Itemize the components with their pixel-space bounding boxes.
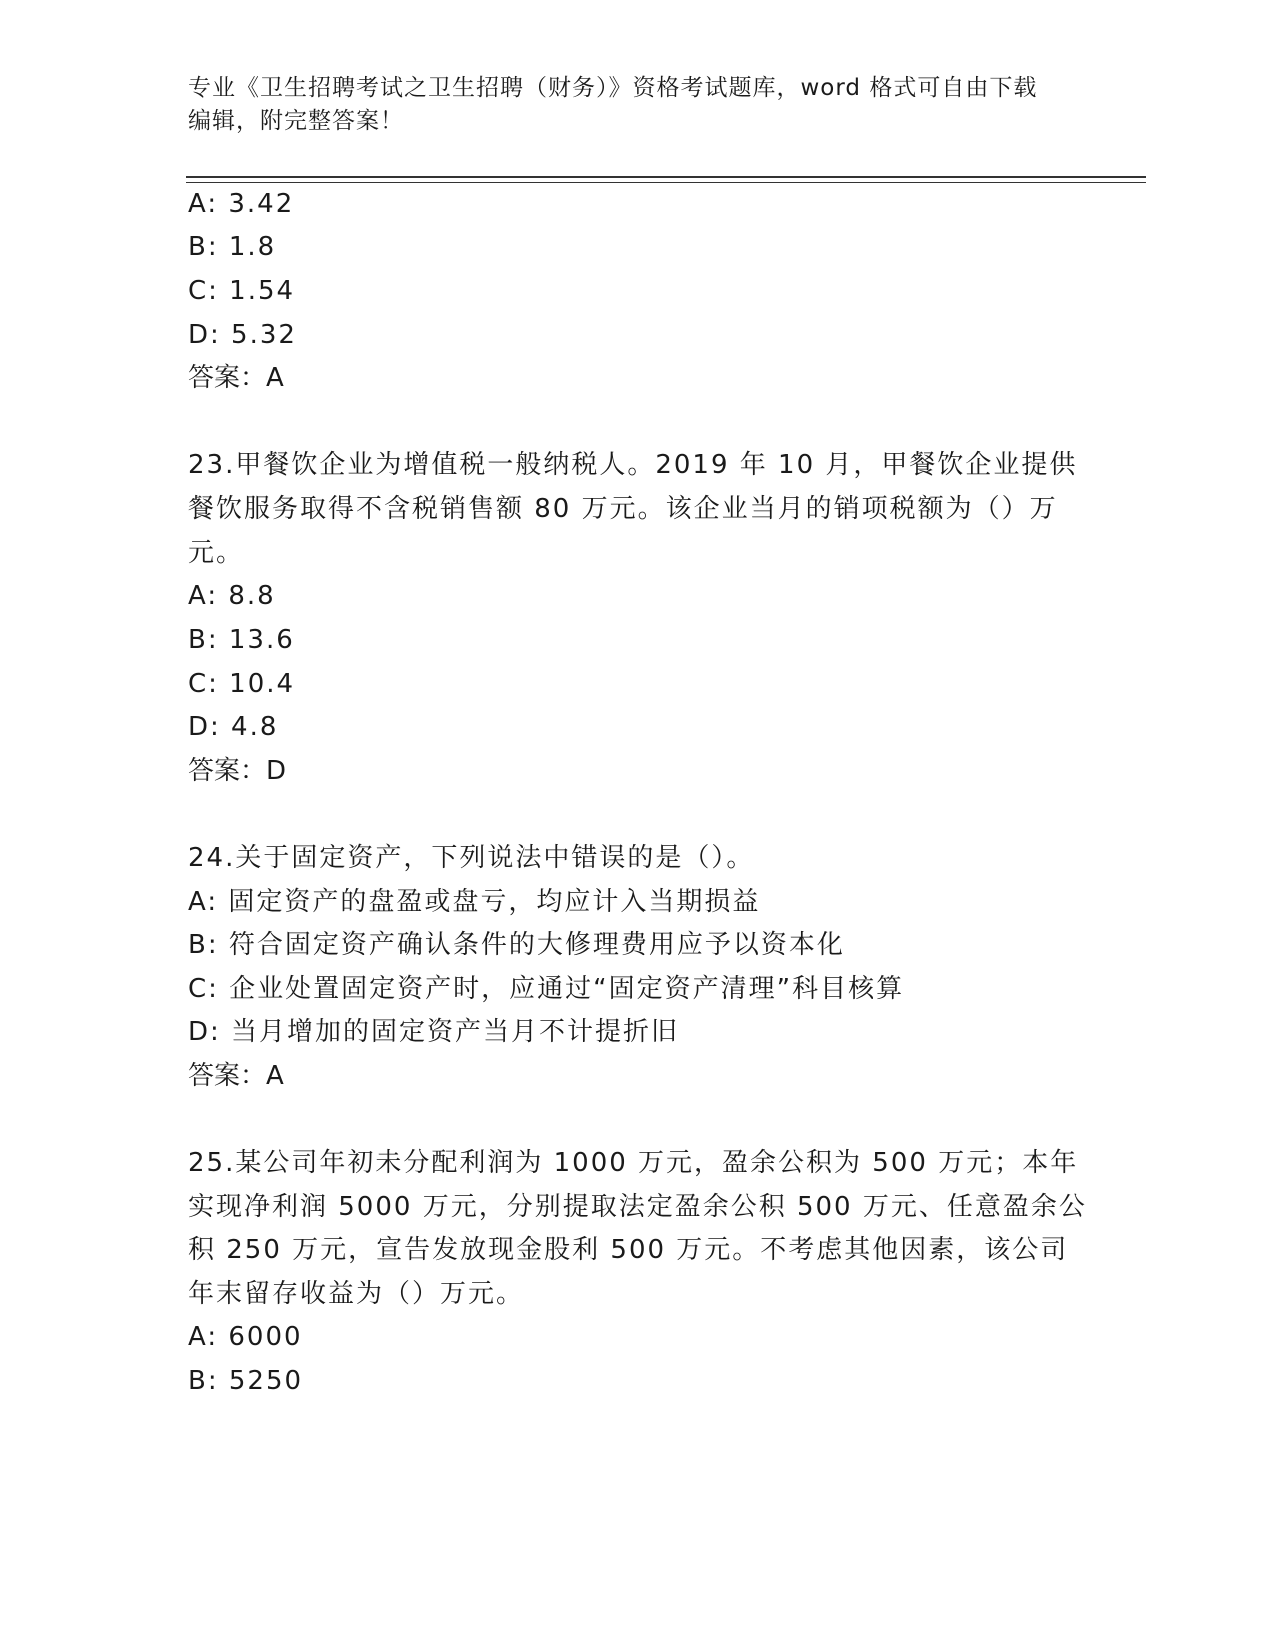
header-rule-thick [186,176,1146,178]
q22-answer: 答案：A [188,363,284,393]
q23-option-d: D: 4.8 [188,712,279,742]
q23-stem-line-3: 元。 [188,538,245,568]
header-rule-thin [186,182,1146,183]
q23-option-b: B: 13.6 [188,625,295,655]
q25-stem-line-3: 积 250 万元，宣告发放现金股利 500 万元。不考虑其他因素，该公司 [188,1235,1069,1265]
header-line-2: 编辑，附完整答案！ [188,108,404,134]
q24-option-d: D: 当月增加的固定资产当月不计提折旧 [188,1017,680,1047]
q24-option-c: C: 企业处置固定资产时，应通过“固定资产清理”科目核算 [188,974,905,1004]
q25-option-a: A: 6000 [188,1322,303,1352]
q25-stem-line-1: 25.某公司年初未分配利润为 1000 万元，盈余公积为 500 万元；本年 [188,1148,1079,1178]
q23-option-c: C: 10.4 [188,669,296,699]
q22-option-d: D: 5.32 [188,320,297,350]
q22-option-c: C: 1.54 [188,276,296,306]
q22-option-b: B: 1.8 [188,232,277,262]
q25-option-b: B: 5250 [188,1366,304,1396]
q23-stem-line-2: 餐饮服务取得不含税销售额 80 万元。该企业当月的销项税额为（）万 [188,494,1058,524]
q23-option-a: A: 8.8 [188,581,276,611]
q24-option-b: B: 符合固定资产确认条件的大修理费用应予以资本化 [188,930,845,960]
header-line-1: 专业《卫生招聘考试之卫生招聘（财务）》资格考试题库，word 格式可自由下载 [188,75,1038,101]
q23-stem-line-1: 23.甲餐饮企业为增值税一般纳税人。2019 年 10 月，甲餐饮企业提供 [188,450,1078,480]
document-header [188,72,1088,138]
q24-answer: 答案：A [188,1061,284,1091]
q24-option-a: A: 固定资产的盘盈或盘亏，均应计入当期损益 [188,887,761,917]
q22-option-a: A: 3.42 [188,189,295,219]
q25-stem-line-4: 年末留存收益为（）万元。 [188,1279,525,1309]
q24-stem-line-1: 24.关于固定资产，下列说法中错误的是（）。 [188,843,755,873]
q25-stem-line-2: 实现净利润 5000 万元，分别提取法定盈余公积 500 万元、任意盈余公 [188,1192,1087,1222]
q23-answer: 答案：D [188,756,287,786]
